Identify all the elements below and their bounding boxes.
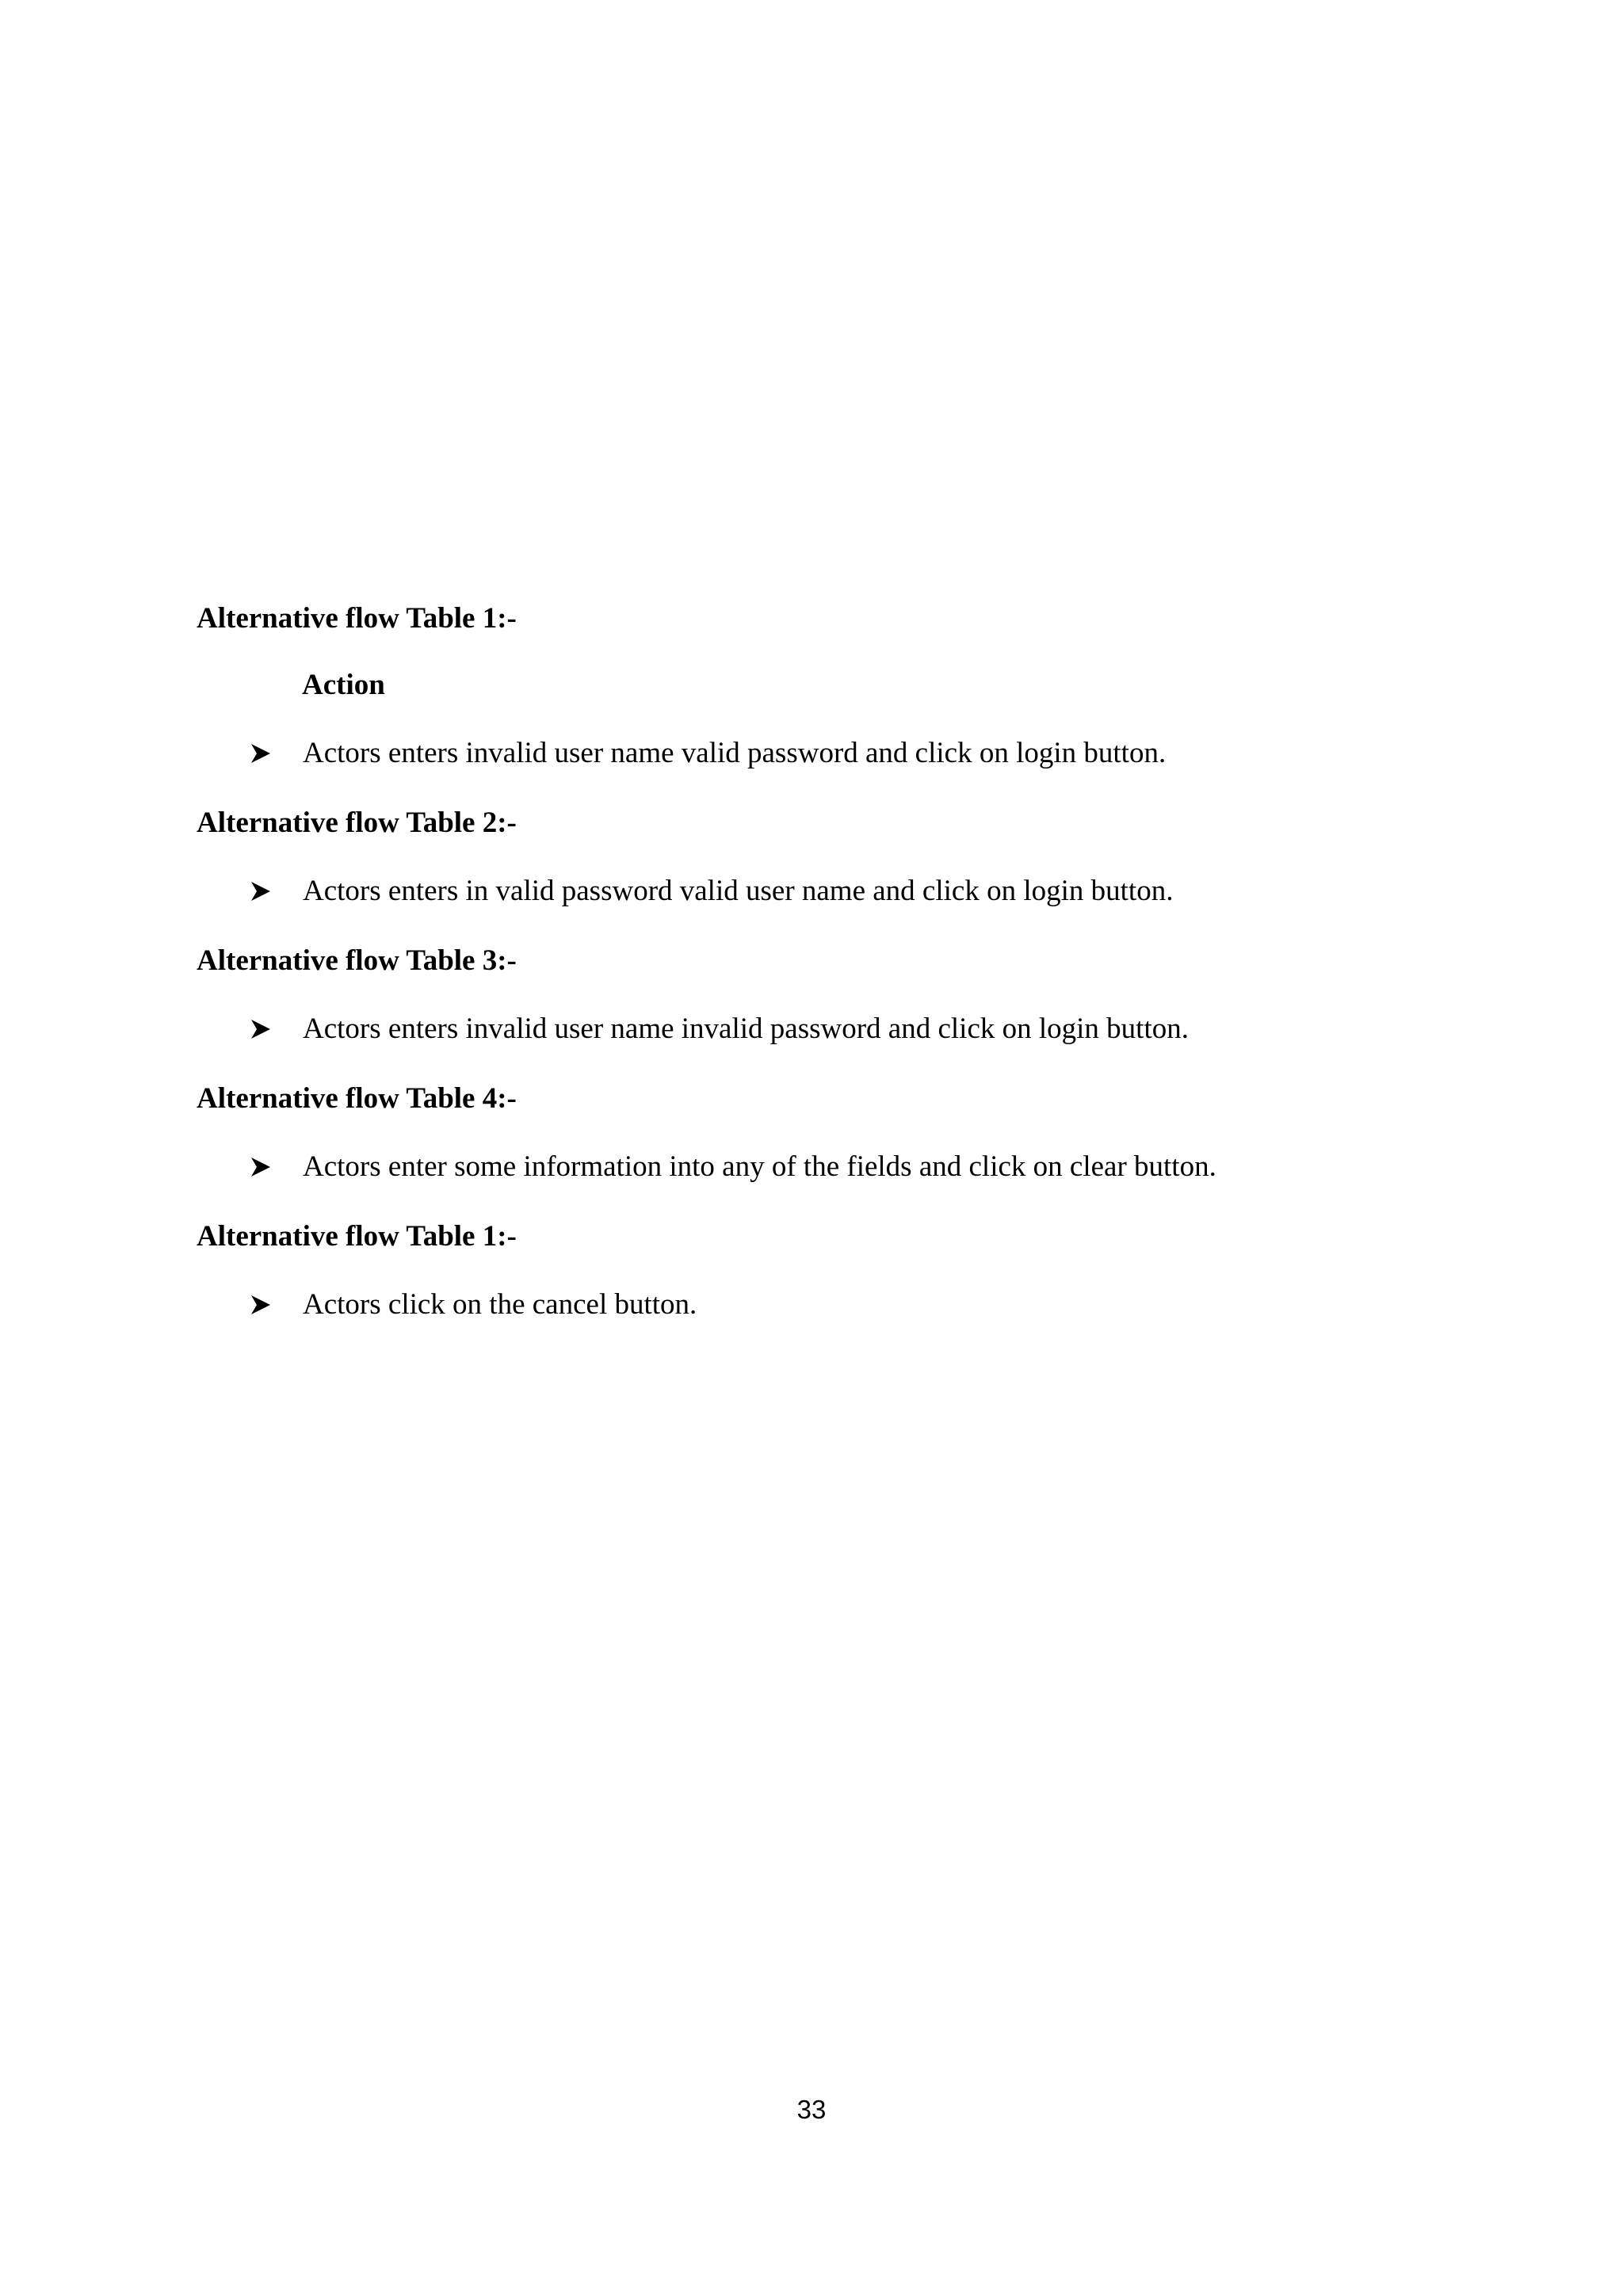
arrowhead-bullet-icon (249, 1293, 273, 1317)
bullet-item-3 (249, 1014, 1189, 1043)
bullet-text: Actors enters in valid password valid user name and click on login button. (303, 875, 1174, 907)
section-heading-3: Alternative flow Table 3:- (197, 944, 517, 977)
bullet-item-4 (249, 1152, 1216, 1181)
bullet-text: Actors enters invalid user name valid password and click on login button. (303, 737, 1167, 769)
section-subheading-action: Action (302, 669, 385, 701)
bullet-item-1 (249, 738, 1166, 768)
bullet-item-2 (249, 876, 1173, 906)
bullet-item-5 (249, 1290, 697, 1319)
page-number: 33 (796, 2095, 827, 2124)
section-heading-1: Alternative flow Table 1:- (197, 602, 517, 635)
bullet-text: Actors enters invalid user name invalid password and click on login button. (303, 1013, 1189, 1045)
section-heading-5: Alternative flow Table 1:- (197, 1220, 517, 1253)
section-heading-4: Alternative flow Table 4:- (197, 1082, 517, 1115)
arrowhead-bullet-icon (249, 879, 273, 903)
section-heading-2: Alternative flow Table 2:- (197, 807, 517, 839)
bullet-text: Actors enter some information into any of the fields and click on clear button. (303, 1150, 1216, 1183)
bullet-text: Actors click on the cancel button. (303, 1288, 697, 1321)
arrowhead-bullet-icon (249, 742, 273, 765)
arrowhead-bullet-icon (249, 1017, 273, 1041)
arrowhead-bullet-icon (249, 1155, 273, 1179)
